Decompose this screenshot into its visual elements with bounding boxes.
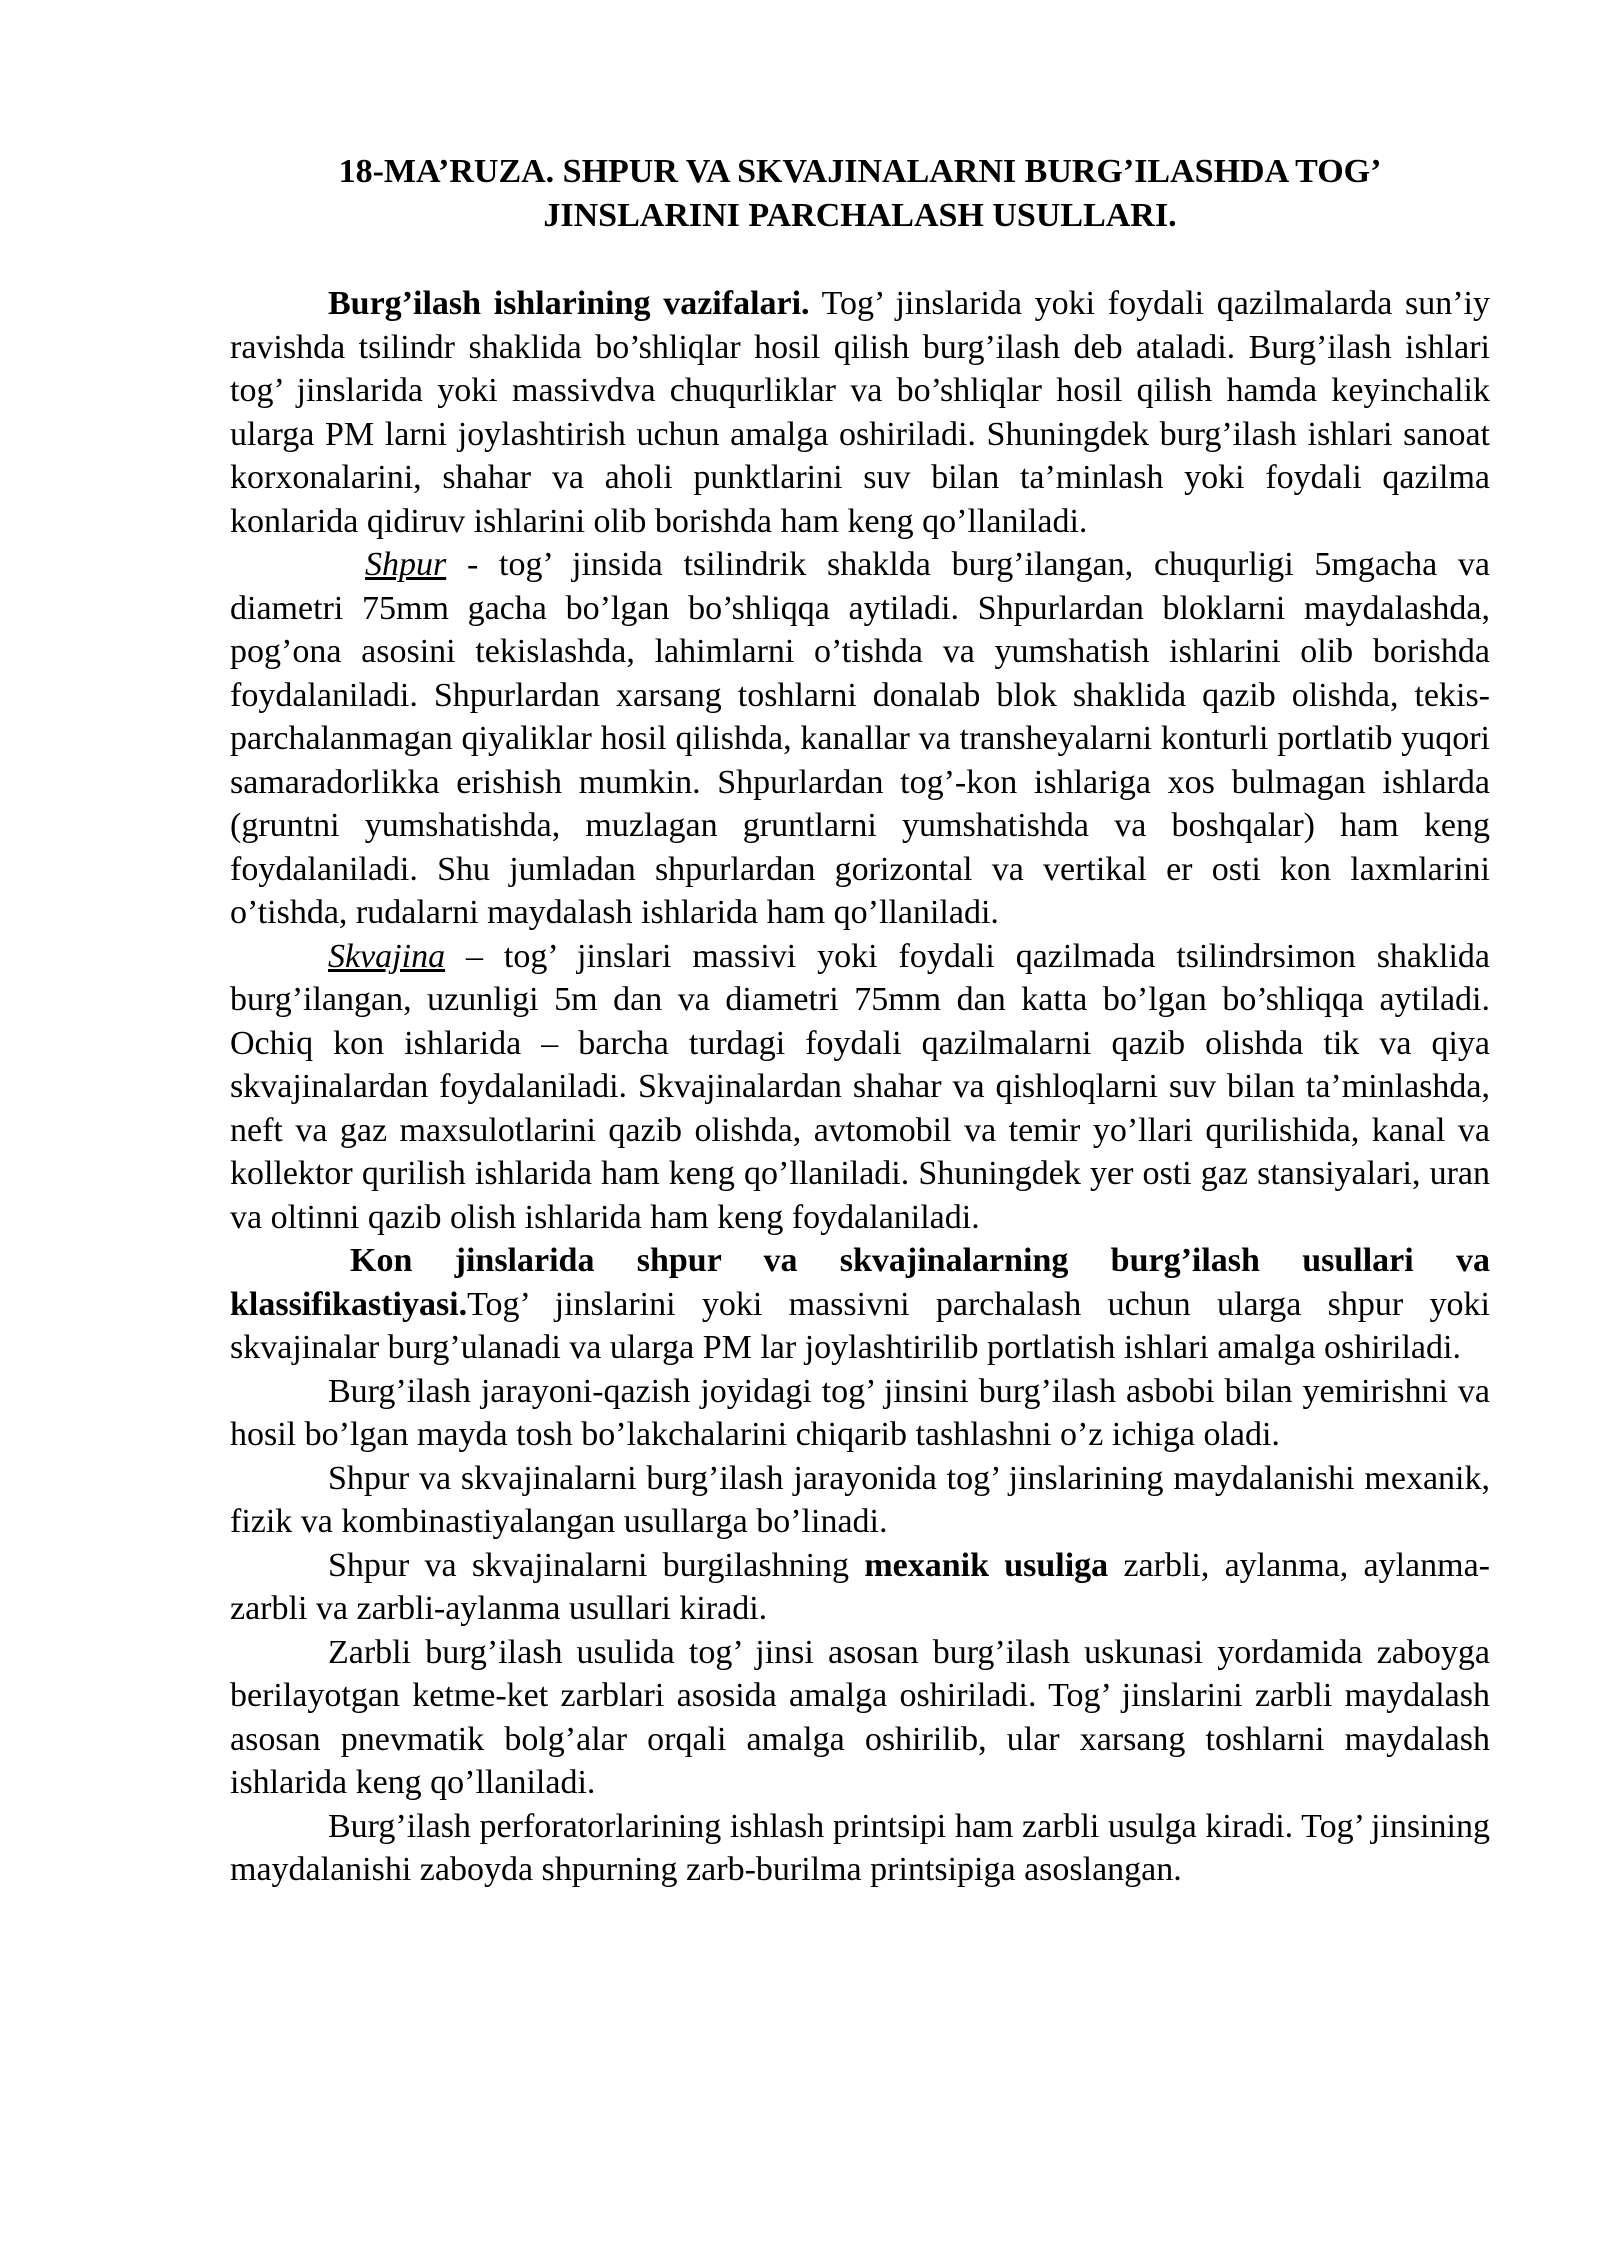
paragraph-heading: Kon jinslarida shpur va skvajinalarning burg’ilash usullari va klassifikastiyasi. xyxy=(230,1242,1490,1323)
lecture-title xyxy=(230,150,1490,238)
paragraph-text-after: zarbli, aylanma, aylanma-zarbli va zarbli-aylanma usullari kiradi. xyxy=(230,1546,1490,1627)
paragraph-drilling-tasks xyxy=(230,282,1490,543)
paragraph-text: Zarbli burg’ilash usulida tog’ jinsi asosan burg’ilash uskunasi yordamida zaboyga berilayotgan ketme-ket zarblari asosida amalga oshiriladi. Tog’ jinslarini zarbli maydalash asosan pnevmatik bolg’alar orqali amalga oshirilib, ular xarsang toshlarni maydalash ishlarida keng qo’llaniladi. xyxy=(230,1633,1490,1801)
paragraph-rock-crushing-methods xyxy=(230,1457,1490,1544)
paragraph-text: Tog’ jinslarini yoki massivni parchalash uchun ularga shpur yoki skvajinalar burg’ulanadi va ularga PM lar joylashtirilib portlatish ishlari amalga oshiriladi. xyxy=(230,1285,1490,1366)
paragraph-skvajina-definition xyxy=(230,935,1490,1240)
paragraph-text: Shpur va skvajinalarni burg’ilash jarayonida tog’ jinslarining maydalanishi mexanik, fizik va kombinastiyalangan usullarga bo’linadi. xyxy=(230,1459,1490,1540)
term-skvajina: Skvajina xyxy=(328,937,446,975)
paragraph-shpur-definition xyxy=(230,543,1490,935)
paragraph-text: – tog’ jinslari massivi yoki foydali qazilmada tsilindrsimon shaklida burg’ilangan, uzunligi 5m dan va diametri 75mm dan katta bo’lgan bo’shliqqa aytiladi. Ochiq kon ishlarida – barcha turdagi foydali qazilmalarni qazib olishda tik va qiya skvajinalardan foydalaniladi. Skvajinalardan shahar va qishloqlarni suv bilan ta’minlashda, neft va gaz maxsulotlarini qazib olishda, avtomobil va temir yo’llari qurilishida, kanal va kollektor qurilish ishlarida ham keng qo’llaniladi. Shuningdek yer osti gaz stansiyalari, uran va oltinni qazib olish ishlarida ham keng foydalaniladi. xyxy=(230,937,1490,1236)
paragraph-text: Burg’ilash perforatorlarining ishlash printsipi ham zarbli usulga kiradi. Tog’ jinsining maydalanishi zaboyda shpurning zarb-burilma printsipiga asoslangan. xyxy=(230,1807,1490,1888)
paragraph-impact-drilling xyxy=(230,1631,1490,1805)
term-mechanical-method: mexanik usuliga xyxy=(864,1546,1109,1584)
paragraph-heading: Burg’ilash ishlarining vazifalari. xyxy=(328,285,810,322)
paragraph-perforators xyxy=(230,1805,1490,1892)
paragraph-text: - tog’ jinsida tsilindrik shaklda burg’ilangan, chuqurligi 5mgacha va diametri 75mm gacha bo’lgan bo’shliqqa aytiladi. Shpurlardan bloklarni maydalashda, pog’ona asosini tekislashda, lahimlarni o’tishda va yumshatish ishlarini olib borishda foydalaniladi. Shpurlardan xarsang toshlarni donalab blok shaklida qazib olishda, tekis-parchalanmagan qiyaliklar hosil qilishda, kanallar va transheyalarni konturli portlatib yuqori samaradorlikka erishish mumkin. Shpurlardan tog’-kon ishlariga xos bulmagan ishlarda (gruntni yumshatishda, muzlagan gruntlarni yumshatishda va boshqalar) ham keng foydalaniladi. Shu jumladan shpurlardan gorizontal va vertikal er osti kon laxmlarini o’tishda, rudalarni maydalash ishlarida ham qo’llaniladi. xyxy=(230,546,1490,931)
term-shpur: Shpur xyxy=(365,546,447,583)
title-line-1: 18-MA’RUZA. SHPUR VA SKVAJINALARNI BURG’ILASHDA TOG’ xyxy=(338,153,1382,190)
paragraph-drilling-classification xyxy=(230,1239,1490,1370)
paragraph-mechanical-method xyxy=(230,1544,1490,1631)
paragraph-text: Tog’ jinslarida yoki foydali qazilmalarda sun’iy ravishda tsilindr shaklida bo’shliqlar hosil qilish burg’ilash deb ataladi. Burg’ilash ishlari tog’ jinslarida yoki massivdva chuqurliklar va bo’shliqlar hosil qilish hamda keyinchalik ularga PM larni joylashtirish uchun amalga oshiriladi. Shuningdek burg’ilash ishlari sanoat korxonalarini, shahar va aholi punktlarini suv bilan ta’minlash yoki foydali qazilma konlarida qidiruv ishlarini olib borishda ham keng qo’llaniladi. xyxy=(230,285,1490,540)
paragraph-text: Burg’ilash jarayoni-qazish joyidagi tog’ jinsini burg’ilash asbobi bilan yemirishni va hosil bo’lgan mayda tosh bo’lakchalarini chiqarib tashlashni o’z ichiga oladi. xyxy=(230,1372,1490,1453)
paragraph-drilling-process xyxy=(230,1370,1490,1457)
document-page xyxy=(230,150,1490,1892)
paragraph-text-before: Shpur va skvajinalarni burgilashning xyxy=(328,1546,865,1584)
title-line-2: JINSLARINI PARCHALASH USULLARI. xyxy=(543,197,1177,234)
